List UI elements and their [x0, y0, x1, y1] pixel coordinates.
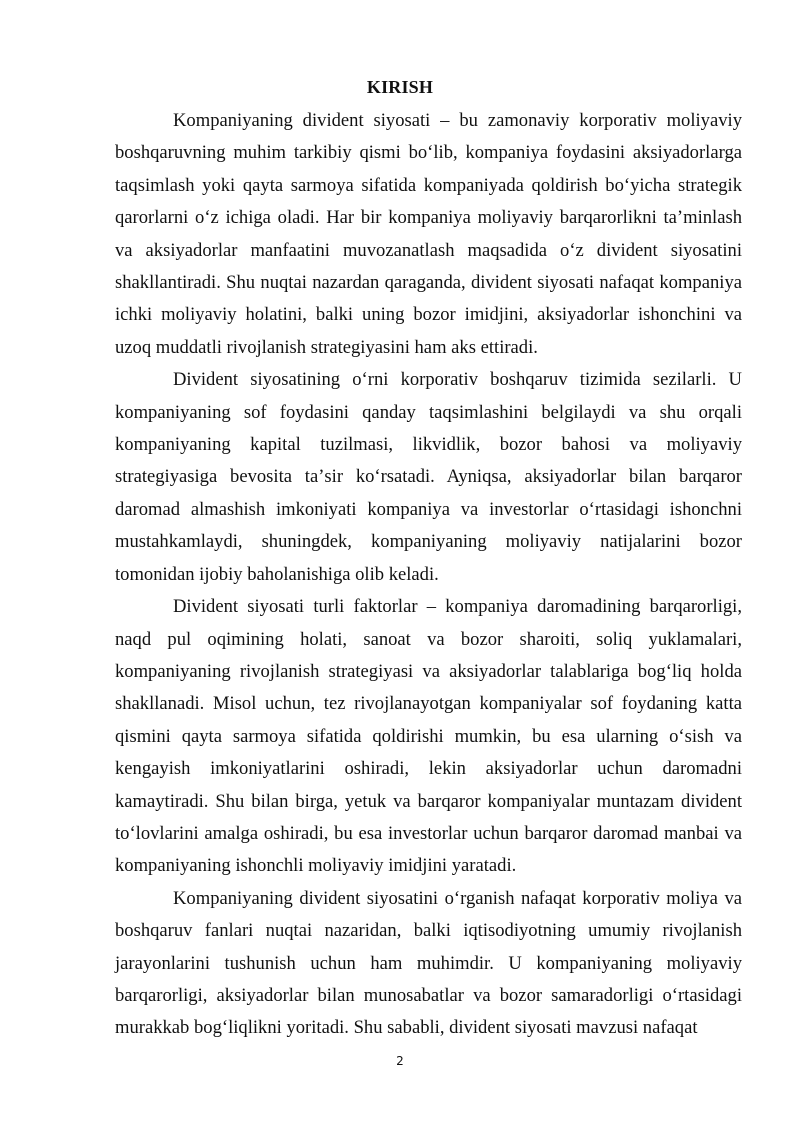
paragraph-1: Kompaniyaning divident siyosati – bu zamonaviy korporativ moliyaviy boshqaruvning muhim tarkibiy qismi boʻlib, kompaniya foydasini aksiyadorlarga taqsimlash yoki qayta sarmoya sifatida kompaniyada qoldirish boʻyicha strategik qarorlarni oʻz ichiga oladi. Har bir kompaniya moliyaviy barqarorlikni taʼminlash va aksiyadorlar manfaatini muvozanatlash maqsadida oʻz divident siyosatini shakllantiradi. Shu nuqtai nazardan qaraganda, divident siyosati nafaqat kompaniya ichki moliyaviy holatini, balki uning bozor imidjini, aksiyadorlar ishonchini va uzoq muddatli rivojlanish strategiyasini ham aks ettiradi. [115, 110, 742, 358]
page-title: KIRISH [366, 77, 434, 97]
paragraph-2: Divident siyosatining oʻrni korporativ boshqaruv tizimida sezilarli. U kompaniyaning sof foydasini qanday taqsimlashini belgilaydi va shu orqali kompaniyaning kapital tuzilmasi, likvidlik, bozor bahosi va moliyaviy strategiyasiga bevosita taʼsir koʻrsatadi. Ayniqsa, aksiyadorlar bilan barqaror daromad almashish imkoniyati kompaniya va investorlar oʻrtasidagi ishonchni mustahkamlaydi, shuningdek, kompaniyaning moliyaviy natijalarini bozor tomonidan ijobiy baholanishiga olib keladi. [115, 369, 742, 585]
body-text [115, 105, 742, 1045]
paragraph-4: Kompaniyaning divident siyosatini oʻrganish nafaqat korporativ moliya va boshqaruv fanlari nuqtai nazaridan, balki iqtisodiyotning umumiy rivojlanish jarayonlarini tushunish uchun ham muhimdir. U kompaniyaning moliyaviy barqarorligi, aksiyadorlar bilan munosabatlar va bozor samaradorligi oʻrtasidagi murakkab bogʻliqlikni yoritadi. Shu sababli, divident siyosati mavzusi nafaqat [115, 887, 742, 1039]
paragraph-3: Divident siyosati turli faktorlar – kompaniya daromadining barqarorligi, naqd pul oqimining holati, sanoat va bozor sharoiti, soliq yuklamalari, kompaniyaning rivojlanish strategiyasi va aksiyadorlar talablariga bogʻliq holda shakllanadi. Misol uchun, tez rivojlanayotgan kompaniyalar sof foydaning katta qismini qayta sarmoya sifatida qoldirishi mumkin, bu esa ularning oʻsish va kengayish imkoniyatlarini oshiradi, lekin aksiyadorlar uchun daromadni kamaytiradi. Shu bilan birga, yetuk va barqaror kompaniyalar muntazam divident toʻlovlarini amalga oshiradi, bu esa investorlar uchun barqaror daromad manbai va kompaniyaning ishonchli moliyaviy imidjini yaratadi. [115, 596, 742, 877]
page-number: 2 [396, 1054, 404, 1068]
